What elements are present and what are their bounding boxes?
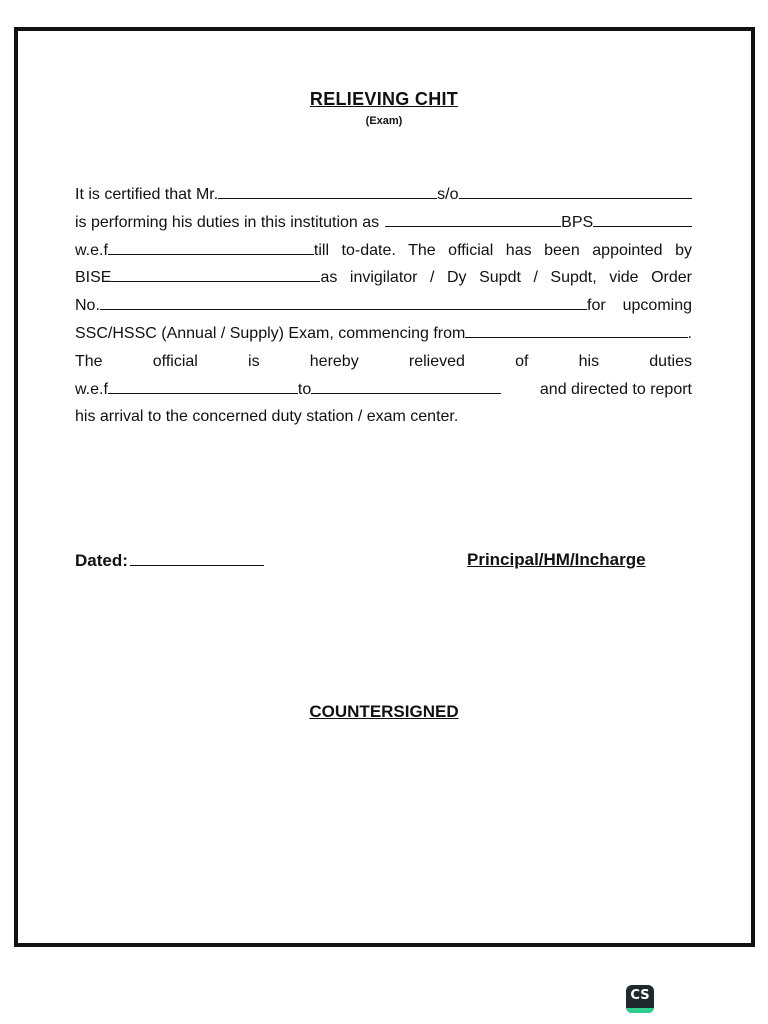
countersigned-label: COUNTERSIGNED: [309, 702, 459, 721]
line7-word: hereby: [309, 352, 359, 370]
line7-word: The: [75, 352, 103, 370]
text-to: to: [297, 380, 312, 398]
text-wef-2: w.e.f: [75, 380, 108, 398]
body-line-2: [75, 209, 692, 237]
father-name-blank: [459, 184, 693, 199]
text-wef-1: w.e.f: [75, 241, 108, 259]
body-line-5: [75, 292, 692, 320]
body-line-3: [75, 237, 692, 265]
text-till-date: till to-date. The official has been appointed by: [313, 241, 692, 259]
body-line-6: [75, 320, 692, 348]
text-certified: It is certified that Mr.: [75, 186, 219, 203]
line7-word: his: [578, 352, 600, 370]
page-border: [14, 27, 755, 947]
text-arrival: his arrival to the concerned duty station / exam center.: [75, 408, 459, 426]
certificate-body: [75, 181, 692, 431]
logo-text: CS: [630, 988, 650, 1003]
document-subtitle: (Exam): [365, 115, 403, 127]
bise-blank: [111, 267, 320, 282]
relieved-to-blank: [311, 379, 501, 394]
signatory-label: Principal/HM/Incharge: [467, 550, 646, 569]
dated-label: Dated:: [75, 551, 128, 570]
order-no-blank: [100, 295, 587, 310]
dated-blank: [130, 551, 264, 566]
wef-date-blank: [108, 240, 314, 255]
commencing-date-blank: [465, 323, 687, 338]
line7-word: relieved: [408, 352, 465, 370]
text-directed: and directed to report: [539, 380, 692, 398]
relieved-from-blank: [108, 379, 298, 394]
logo-accent-bar: [626, 1008, 654, 1013]
bps-blank: [593, 212, 692, 227]
text-invigilator: as invigilator / Dy Supdt / Supdt, vide Order: [320, 269, 692, 287]
text-performing: is performing his duties in this institution as: [75, 213, 380, 231]
text-bise: BISE: [75, 269, 112, 287]
text-for-upcoming: for upcoming: [587, 297, 692, 315]
text-no: No.: [75, 297, 100, 315]
dated-field: [75, 551, 264, 571]
document-title: RELIEVING CHIT: [309, 89, 459, 109]
body-line-8: [75, 376, 692, 404]
body-line-4: [75, 264, 692, 292]
line7-word: official: [152, 352, 198, 370]
line7-word: duties: [649, 352, 692, 370]
line7-word: is: [248, 352, 260, 370]
body-line-1: [75, 181, 692, 209]
body-line-7: [75, 348, 692, 376]
text-exam-commencing: SSC/HSSC (Annual / Supply) Exam, commencing from: [75, 324, 466, 342]
camscanner-logo-icon: [626, 985, 654, 1013]
line7-word: of: [515, 352, 529, 370]
designation-blank: [385, 212, 561, 227]
text-so: s/o: [437, 186, 459, 203]
name-blank: [218, 184, 437, 199]
text-period: .: [687, 324, 692, 342]
text-bps: BPS: [561, 213, 594, 231]
body-line-9: [75, 403, 692, 431]
